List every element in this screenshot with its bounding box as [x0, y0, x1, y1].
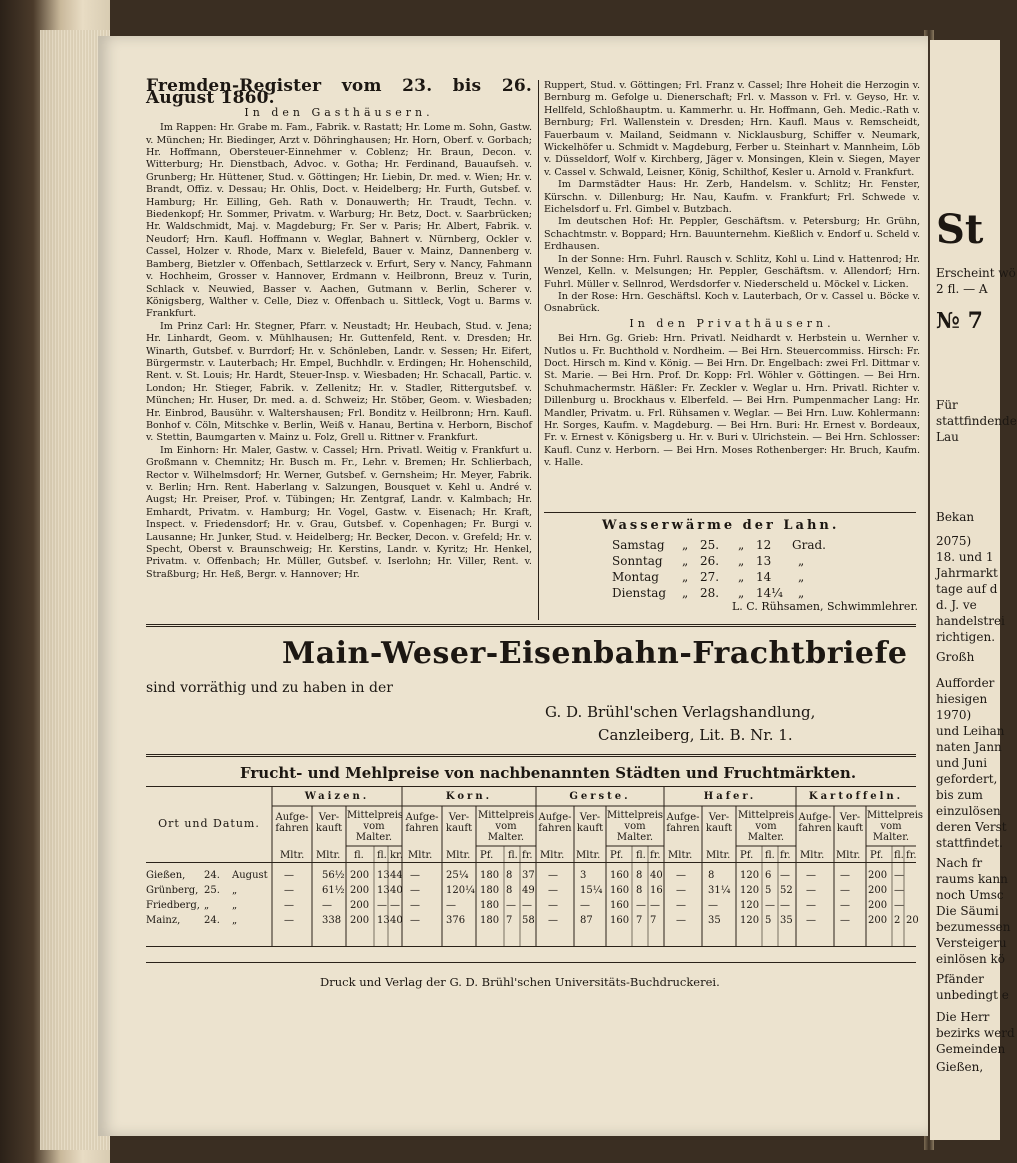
table-cell: — — [894, 885, 904, 896]
table-cell: 35 — [780, 915, 793, 926]
header-mittelpreis: Mittelpreis vom Malter. — [867, 810, 924, 843]
lahn-unit: „ — [798, 570, 805, 584]
table-cell: — — [840, 900, 850, 911]
table-cell: 2 — [894, 915, 901, 926]
lahn-quote: „ — [738, 586, 745, 600]
table-cell: — — [840, 915, 850, 926]
table-cell: — — [284, 885, 294, 896]
table-cell: 200 — [868, 900, 888, 911]
lahn-day: Sonntag — [612, 554, 663, 568]
unit-pf: Pf. — [740, 850, 754, 861]
row-place: Friedberg, — [146, 900, 200, 911]
table-cell: 160 — [610, 870, 630, 881]
row-day: 24. — [204, 915, 220, 926]
table-cell: 200 — [350, 885, 370, 896]
adjacent-page-text: naten Jann — [936, 740, 1002, 754]
row-place: Mainz, — [146, 915, 181, 926]
table-cell: — — [390, 900, 400, 911]
adjacent-page-text: Pfänder — [936, 972, 984, 986]
table-group-waizen: Waizen. — [304, 791, 370, 802]
table-cell: 3 — [580, 870, 587, 881]
lahn-quote: „ — [682, 570, 689, 584]
ad-line-1: sind vorräthig und zu haben in der — [146, 680, 393, 696]
lahn-quote: „ — [682, 554, 689, 568]
header-aufgefahren: Aufge- fahren — [666, 812, 700, 834]
adjacent-page-text: Gießen, — [936, 1060, 984, 1074]
adjacent-page-text: 18. und 1 — [936, 550, 994, 564]
row-place: Grünberg, — [146, 885, 199, 896]
table-cell: — — [840, 885, 850, 896]
header-verkauft: Ver- kauft — [705, 812, 733, 834]
row-month: „ — [232, 885, 238, 896]
rule-above-footer — [146, 962, 916, 963]
table-cell: — — [840, 870, 850, 881]
adjacent-page-text: und Juni — [936, 756, 988, 770]
table-cell: 200 — [868, 870, 888, 881]
lahn-title: Wasserwärme der Lahn. — [602, 518, 840, 533]
register-paragraph-prinz-carl: Im Prinz Carl: Hr. Stegner, Pfarr. v. Neustadt; Hr. Heubach, Stud. v. Jena; Hr. Linhardt, Geom. v. Mühlhausen; Hr. Guttenfeld, Rent. v. Dresden; Hr. Winarth, Gutsbef. v. Burrdorf; Hr. v. Schönleben, Landr. v. Sessen; Hr. Eifert, Bürgermstr. v. Lauterbach; Hr. Empel, Buchhdlr. v. Erdingen; Hr. Hohenschild, Rent. v. St. Louis; Hr. Hardt, Steuer-Insp. v. Wiesbaden; Hr. Schacall, Partic. v. London; Hr. Stieger, Fabrik. v. Zellenitz; Hr. v. Stadler, Rittergutsbef. v. München; Hr. Huser, Dr. med. a. d. Schweiz; Hr. Stöber, Geom. v. Wiesbaden; Hr. Einbrod, Bausühr. v. Waltershausen; Frl. Bonditz v. Heilbronn; Hrn. Kaufl. Bonhof v. Cöln, Mitschke v. Berlin, Weiß v. Hanau, Bertina v. Herborn, Bischof v. Stettin, Baumgarten v. Mainz u. Folz, Grell u. Rittner v. Frankfurt. — [146, 320, 532, 444]
unit-fr: fr. — [906, 850, 917, 861]
lahn-quote: „ — [738, 538, 745, 552]
adjacent-page-text: bezirks werd — [936, 1026, 1015, 1040]
table-cell: — — [548, 885, 558, 896]
header-aufgefahren: Aufge- fahren — [798, 812, 832, 834]
table-cell: — — [765, 900, 775, 911]
lahn-date: 27. — [700, 570, 720, 584]
register-paragraph-sonne: In der Sonne: Hrn. Fuhrl. Rausch v. Schlitz, Kohl u. Lind v. Hattenrod; Hr. Wenzel, Kelln. v. Melsungen; Hr. Peppler, Geschäftsm. v. Allendorf; Hrn. Fuhrl. Müller v. Sellnrod, Werdsdorfer v. Niederscheld u. Möckel v. Licken. — [544, 253, 920, 290]
adjacent-page-text: Großh — [936, 650, 975, 664]
table-cell: 120¼ — [446, 885, 475, 896]
table-cell: 44 — [390, 870, 403, 881]
register-paragraph-rose: In der Rose: Hrn. Geschäftsl. Koch v. Lauterbach, Or v. Cassel u. Böcke v. Osnabrück. — [544, 290, 920, 315]
table-cell: — — [650, 900, 660, 911]
adjacent-page-text: Jahrmarkt — [936, 566, 998, 580]
unit-mltr: Mltr. — [706, 850, 731, 861]
table-cell: 31¼ — [708, 885, 731, 896]
table-cell: 35 — [708, 915, 721, 926]
adjacent-page-text: richtigen. — [936, 630, 996, 644]
adjacent-page-text: Bekan — [936, 510, 975, 524]
table-cell: — — [548, 900, 558, 911]
table-cell: — — [548, 915, 558, 926]
lahn-quote: „ — [738, 554, 745, 568]
table-cell: 8 — [506, 870, 513, 881]
table-cell: — — [708, 900, 718, 911]
adjacent-page-text: handelstrei — [936, 614, 1005, 628]
unit-pf: Pf. — [480, 850, 494, 861]
unit-fr: fr. — [522, 850, 533, 861]
header-verkauft: Ver- kauft — [836, 812, 864, 834]
table-group-kartoffeln: Kartoffeln. — [808, 791, 904, 802]
lahn-unit: Grad. — [792, 538, 826, 552]
table-cell: — — [676, 900, 686, 911]
unit-fr: fr. — [650, 850, 661, 861]
table-cell: — — [780, 900, 790, 911]
adjacent-page-text: 1970) — [936, 708, 972, 722]
adjacent-page-text: Die Säumi — [936, 904, 999, 918]
table-cell: — — [676, 885, 686, 896]
table-cell: 87 — [580, 915, 593, 926]
register-title: Fremden-Register vom 23. bis 26. August 1860. — [146, 76, 532, 109]
table-cell: 7 — [636, 915, 643, 926]
adjacent-page-text: St — [936, 206, 984, 253]
unit-mltr: Mltr. — [408, 850, 433, 861]
lahn-date: 26. — [700, 554, 720, 568]
table-cell: 180 — [480, 915, 500, 926]
lahn-temp: 14 — [756, 570, 772, 584]
table-cell: — — [410, 885, 420, 896]
row-place: Gießen, — [146, 870, 186, 881]
register-paragraph-deutscher-hof: Im deutschen Hof: Hr. Peppler, Geschäftsm. v. Petersburg; Hr. Grühn, Schachtmstr. v. Boppard; Hrn. Bauunternehm. Kießlich v. Endorf u. Scheld v. Erdhausen. — [544, 216, 920, 253]
table-cell: — — [580, 900, 590, 911]
table-cell: 40 — [390, 915, 403, 926]
table-cell: — — [506, 900, 516, 911]
row-day: „ — [204, 900, 210, 911]
unit-mltr: Mltr. — [576, 850, 601, 861]
adjacent-page — [930, 40, 1017, 1140]
header-aufgefahren: Aufge- fahren — [275, 812, 309, 834]
table-cell: 160 — [610, 915, 630, 926]
header-verkauft: Ver- kauft — [315, 812, 343, 834]
table-cell: — — [806, 885, 816, 896]
table-cell: — — [676, 870, 686, 881]
adjacent-page-text: stattfindende — [936, 414, 1017, 428]
table-cell: 37 — [522, 870, 535, 881]
table-cell: — — [894, 900, 904, 911]
table-cell: 8 — [506, 885, 513, 896]
unit-mltr: Mltr. — [668, 850, 693, 861]
adjacent-page-text: unbedingt e — [936, 988, 1009, 1002]
lahn-unit: „ — [798, 554, 805, 568]
table-cell: — — [780, 870, 790, 881]
adjacent-page-text: Lau — [936, 430, 959, 444]
table-cell: 120 — [740, 870, 760, 881]
table-cell: 61½ — [322, 885, 345, 896]
table-cell: 120 — [740, 900, 760, 911]
lahn-temp: 14¼ — [756, 586, 783, 600]
lahn-temp: 13 — [756, 554, 772, 568]
adjacent-page-text: raums kann — [936, 872, 1008, 886]
table-cell: 58 — [522, 915, 535, 926]
unit-mltr: Mltr. — [446, 850, 471, 861]
unit-mltr: Mltr. — [316, 850, 341, 861]
lahn-date: 28. — [700, 586, 720, 600]
table-cell: — — [410, 915, 420, 926]
unit-fl: fl. — [508, 850, 518, 861]
header-mittelpreis: Mittelpreis vom Malter. — [477, 810, 535, 843]
row-day: 25. — [204, 885, 220, 896]
table-cell: — — [377, 900, 387, 911]
table-cell: 40 — [650, 870, 663, 881]
table-cell: 15¼ — [580, 885, 603, 896]
adjacent-page-text: d. J. ve — [936, 598, 977, 612]
table-cell: — — [446, 900, 456, 911]
table-cell: 6 — [765, 870, 772, 881]
adjacent-page-text: noch Umsc — [936, 888, 1004, 902]
table-cell: 180 — [480, 870, 500, 881]
table-cell: 5 — [765, 915, 772, 926]
table-cell: — — [806, 900, 816, 911]
table-cell: — — [806, 870, 816, 881]
header-mittelpreis: Mittelpreis vom Malter. — [607, 810, 664, 843]
unit-mltr: Mltr. — [800, 850, 825, 861]
table-cell: — — [636, 900, 646, 911]
table-cell: — — [284, 900, 294, 911]
table-cell: — — [548, 870, 558, 881]
header-mittelpreis: Mittelpreis vom Malter. — [347, 810, 404, 843]
adjacent-page-text: 2075) — [936, 534, 972, 548]
unit-fr: fr. — [780, 850, 791, 861]
lahn-quote: „ — [682, 538, 689, 552]
table-cell: 200 — [350, 870, 370, 881]
ad-line-3: Canzleiberg, Lit. B. Nr. 1. — [598, 726, 793, 744]
unit-fl: fl. — [894, 850, 904, 861]
table-cell: 200 — [350, 915, 370, 926]
table-cell: 49 — [522, 885, 535, 896]
register-paragraph-darmstaedter: Im Darmstädter Haus: Hr. Zerb, Handelsm. v. Schlitz; Hr. Fenster, Kürschn. v. Dillenburg; Hr. Nau, Kaufm. v. Frankfurt; Frl. Schwede v. Eichelsdorf u. Frl. Gimbel v. Butzbach. — [544, 179, 920, 216]
table-cell: 200 — [868, 915, 888, 926]
lahn-day: Samstag — [612, 538, 665, 552]
lahn-day: Dienstag — [612, 586, 667, 600]
table-cell: — — [894, 870, 904, 881]
table-cell: 338 — [322, 915, 342, 926]
table-cell: 376 — [446, 915, 466, 926]
adjacent-page-text: einlösen kö — [936, 952, 1006, 966]
register-paragraph-einhorn: Im Einhorn: Hr. Maler, Gastw. v. Cassel; Hrn. Privatl. Weitig v. Frankfurt u. Großmann v. Chemnitz; Hr. Busch m. Fr., Lehr. v. Bremen; Hr. Schlierbach, Rector v. Wilhelmsdorf; Hr. Werner, Gutsbef. v. Gernsheim; Hr. Meyer, Fabrik. v. Berlin; Hrn. Rent. Haberlang v. Salzungen, Bousquet v. Kehl u. André v. Augst; Hr. Preiser, Prof. v. Tübingen; Hr. Zentgraf, Landr. v. Kalmbach; Hr. Emhardt, Privatm. v. Hamburg; Hr. Vogel, Gastw. v. Eisenach; Hr. Kraft, Inspect. v. Friedensdorf; Hr. v. Grau, Gutsbef. v. Copenhagen; Fr. Burgi v. Lausanne; Hr. Junker, Stud. v. Heidelberg; Hr. Becker, Decon. v. Grefeld; Hr. v. Specht, Oberst v. Braunschweig; Hr. Kerstins, Landr. v. Kyritz; Hr. Henkel, Privatm. v. Offenbach; Hr. Müller, Gutsbef. v. Iserlohn; Hr. Viller, Rent. v. Straßburg; Hr. Heß, Bergr. v. Hannover; Hr. — [146, 444, 532, 580]
unit-fl: fl. — [354, 850, 364, 861]
adjacent-page-text: einzulösen — [936, 804, 1001, 818]
table-cell: — — [410, 900, 420, 911]
unit-kr: kr. — [390, 850, 403, 861]
adjacent-page-text: bis zum — [936, 788, 983, 802]
table-cell: 8 — [708, 870, 715, 881]
unit-fl: fl. — [636, 850, 646, 861]
table-cell: — — [522, 900, 532, 911]
row-month: „ — [232, 900, 238, 911]
adjacent-page-text: Gemeinden — [936, 1042, 1006, 1056]
lahn-day: Montag — [612, 570, 659, 584]
adjacent-page-text: gefordert, — [936, 772, 998, 786]
unit-fl: fl. — [377, 850, 387, 861]
table-group-korn: Korn. — [445, 791, 493, 802]
register-subhead: In den Gasthäusern. — [244, 105, 434, 119]
adjacent-page-text: und Leihan — [936, 724, 1005, 738]
adjacent-page-text: Die Herr — [936, 1010, 990, 1024]
header-verkauft: Ver- kauft — [576, 812, 604, 834]
table-cell: — — [284, 915, 294, 926]
lahn-quote: „ — [682, 586, 689, 600]
table-cell: 160 — [610, 885, 630, 896]
unit-fl: fl. — [765, 850, 775, 861]
table-cell: 13 — [377, 885, 390, 896]
row-day: 24. — [204, 870, 220, 881]
header-verkauft: Ver- kauft — [445, 812, 473, 834]
price-table-title: Frucht- und Mehlpreise von nachbenannten Städten und Fruchtmärkten. — [240, 764, 857, 782]
row-month: August — [232, 870, 268, 881]
table-cell: 25¼ — [446, 870, 469, 881]
table-cell: 120 — [740, 885, 760, 896]
ad-title: Main-Weser-Eisenbahn-Frachtbriefe — [282, 636, 908, 671]
table-group-gerste: Gerste. — [569, 791, 631, 802]
table-cell: — — [322, 900, 332, 911]
table-cell: — — [284, 870, 294, 881]
table-cell: 160 — [610, 900, 630, 911]
register-paragraph-continued: Ruppert, Stud. v. Göttingen; Frl. Franz v. Cassel; Ihre Hoheit die Herzogin v. Bernburg m. Gefolge u. Dienerschaft; Frl. v. Masson v. Frl. v. Geyso, Hr. v. Hellfeld, Schloßhauptm. u. Kammerhr. u. Hr. Hoffmann, Geh. Medic.-Rath v. Bernburg; Frl. Wallenstein v. Dresden; Hrn. Kaufl. Maus v. Remscheidt, Fauerbaum v. Mailand, Seidmann v. Nicklausburg, Schiffer v. Neumark, Wickelhöfer u. Schmidt v. Magdeburg, Ferber u. Steinhart v. Mannheim, Löb v. Düsseldorf, Wolf v. Kirchberg, Jäger v. Monsingen, Klein v. Siegen, Mayer v. Cassel v. Schwald, Leisner, König, Schilthof, Kesler u. Arnold v. Frankfurt. — [544, 80, 920, 178]
table-cell: 8 — [636, 870, 643, 881]
unit-mltr: Mltr. — [540, 850, 565, 861]
adjacent-page-text: Versteigeru — [936, 936, 1007, 950]
table-cell: 180 — [480, 900, 500, 911]
row-month: „ — [232, 915, 238, 926]
table-cell: 120 — [740, 915, 760, 926]
table-cell: 200 — [350, 900, 370, 911]
table-cell: 13 — [377, 915, 390, 926]
table-cell: — — [676, 915, 686, 926]
adjacent-page-text: tage auf d — [936, 582, 998, 596]
ad-line-2: G. D. Brühl'schen Verlagshandlung, — [545, 703, 816, 721]
adjacent-page-text: deren Verst — [936, 820, 1007, 834]
table-cell: — — [806, 915, 816, 926]
unit-pf: Pf. — [870, 850, 884, 861]
table-cell: 200 — [868, 885, 888, 896]
table-cell: 7 — [506, 915, 513, 926]
table-cell: 7 — [650, 915, 657, 926]
adjacent-page-text: 2 fl. — A — [936, 282, 988, 296]
lahn-date: 25. — [700, 538, 720, 552]
table-cell: 180 — [480, 885, 500, 896]
imprint-footer: Druck und Verlag der G. D. Brühl'schen Universitäts-Buchdruckerei. — [320, 975, 720, 989]
lahn-signature: L. C. Rühsamen, Schwimmlehrer. — [732, 600, 918, 613]
table-cell: — — [410, 870, 420, 881]
lahn-quote: „ — [738, 570, 745, 584]
header-aufgefahren: Aufge- fahren — [538, 812, 572, 834]
adjacent-page-text: hiesigen — [936, 692, 988, 706]
table-cell: 56½ — [322, 870, 345, 881]
adjacent-page-text: stattfindet. — [936, 836, 1003, 850]
header-aufgefahren: Aufge- fahren — [405, 812, 439, 834]
adjacent-page-text: Erscheint wö — [936, 266, 1016, 280]
lahn-unit: „ — [798, 586, 805, 600]
table-header-place: Ort und Datum. — [158, 817, 260, 830]
header-mittelpreis: Mittelpreis vom Malter. — [737, 810, 795, 843]
private-houses-paragraph: Bei Hrn. Gg. Grieb: Hrn. Privatl. Neidhardt v. Herbstein u. Wernher v. Nutlos u. Fr. Buchthold v. Nordheim. — Bei Hrn. Steuercommiss. Hirsch: Fr. Doct. Hirsch m. Kind v. König. — Bei Hrn. Dr. Engelbach: zwei Frl. Dittmar v. St. Marie. — Bei Hrn. Prof. Dr. Kopp: Frl. Wöhler v. Göttingen. — Bei Hrn. Schuhmachermstr. Häßler: Fr. Zeckler v. Weglar u. Hrn. Privatl. Richter v. Dillenburg u. Brockhaus v. Elberfeld. — Bei Hrn. Pumpenmacher Lang: Hr. Mandler, Privatm. u. Frl. Rühsamen v. Weglar. — Bei Hrn. Luw. Kohlermann: Hr. Sorges, Kaufm. v. Magdeburg. — Bei Hrn. Buri: Hr. Ernest v. Bordeaux, Fr. v. Ernest v. Königsberg u. Hr. v. Buri v. Ulrichstein. — Bei Hrn. Schlosser: Kaufl. Cunz v. Herborn. — Bei Hrn. Moses Rothenberger: Hr. Bruch, Kaufm. v. Halle. — [544, 333, 920, 469]
table-group-hafer: Hafer. — [703, 791, 757, 802]
table-cell: 8 — [636, 885, 643, 896]
private-subhead: In den Privathäusern. — [629, 316, 835, 330]
adjacent-page-text: Aufforder — [936, 676, 995, 690]
table-cell: 20 — [906, 915, 919, 926]
unit-mltr: Mltr. — [836, 850, 861, 861]
adjacent-page-text: № 7 — [936, 308, 983, 334]
table-cell: 13 — [377, 870, 390, 881]
unit-mltr: Mltr. — [280, 850, 305, 861]
adjacent-page-text: Für — [936, 398, 958, 412]
adjacent-page-text: bezumessen — [936, 920, 1011, 934]
table-cell: 40 — [390, 885, 403, 896]
table-cell: 52 — [780, 885, 793, 896]
adjacent-page-text: Nach fr — [936, 856, 983, 870]
unit-pf: Pf. — [610, 850, 624, 861]
table-cell: 16 — [650, 885, 663, 896]
lahn-temp: 12 — [756, 538, 772, 552]
register-paragraph-rappen: Im Rappen: Hr. Grabe m. Fam., Fabrik. v. Rastatt; Hr. Lome m. Sohn, Gastw. v. München; Hr. Biedinger, Arzt v. Döhringhausen; Hr. Horn, Oberf. v. Gorbach; Hr. Hoffmann, Obersteuer-Einnehmer v. Coblenz; Hr. Braun, Decon. v. Witterburg; Hr. Dienstbach, Advoc. v. Gotha; Hr. Ferdinand, Bauaufseh. v. Grunberg; Hr. Hüttener, Stud. v. Göttingen; Hr. Liebin, Dr. med. v. Wien; Hr. v. Brandt, Offiz. v. Dessau; Hr. Ohlis, Doct. v. Heidelberg; Hr. Furth, Gutsbef. v. Hamburg; Hr. Eilling, Geh. Rath v. Donauwerth; Hr. Traudt, Techn. v. Biedenkopf; Hr. Sommer, Privatm. v. Warburg; Hr. Betz, Doct. v. Saarbrücken; Hr. Waldschmidt, Maj. v. Magdeburg; Fr. Ser v. Paris; Hr. Albert, Fabrik. v. Neudorf; Hrn. Kaufl. Hoffmann v. Weglar, Bahnert v. Nürnberg, Ockler v. Cassel, Holzer v. Rhode, Marx v. Bielefeld, Bauer v. Mainz, Dannenberg v. Bamberg, Bietzler v. Offenbach, Settlarzeck v. Erfurt, Sery v. Nancy, Fahmann v. Hochheim, Grosser v. Hannover, Erdmann v. Heilbronn, Breuz v. Turin, Schlack v. Neuwied, Basser v. Aachen, Gutmann v. Berlin, Scherer v. Königsberg, Walther v. Celle, Diez v. Offenbach u. Sittleck, Vogt u. Barms v. Frankfurt. — [146, 122, 532, 320]
table-cell: 5 — [765, 885, 772, 896]
